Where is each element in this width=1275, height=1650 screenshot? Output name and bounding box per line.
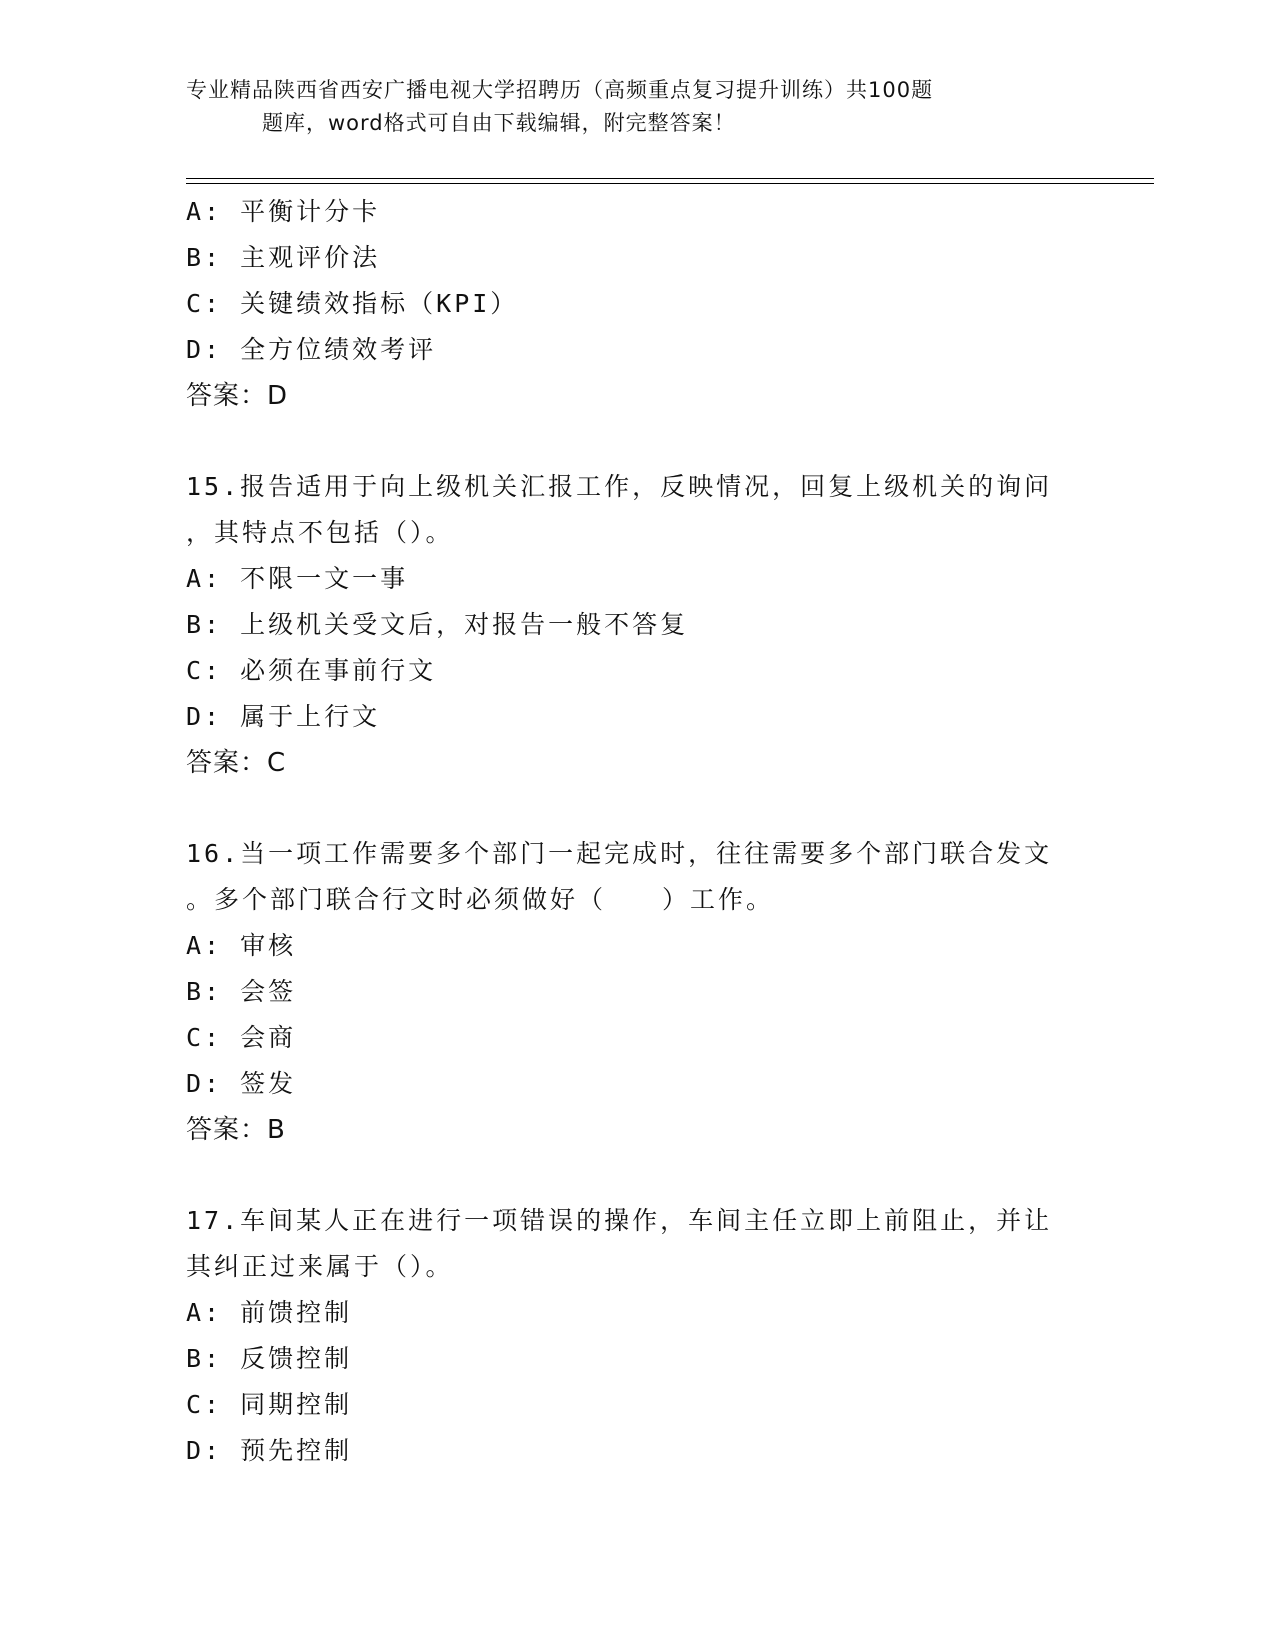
option-c: C: 关键绩效指标（KPI） (186, 289, 519, 318)
question-stem (186, 831, 1086, 923)
header-title-line1: 专业精品陕西省西安广播电视大学招聘历（高频重点复习提升训练）共100题 (186, 78, 934, 102)
header-title-line2: 题库，word格式可自由下载编辑，附完整答案！ (262, 111, 736, 135)
question-stem-line2: 其纠正过来属于（）。 (186, 1252, 454, 1281)
option-c: C: 必须在事前行文 (186, 656, 437, 685)
option-b: B: 反馈控制 (186, 1344, 353, 1373)
option-d: D: 全方位绩效考评 (186, 335, 437, 364)
question-stem-line1: 17.车间某人正在进行一项错误的操作，车间主任立即上前阻止，并让 (186, 1206, 1053, 1235)
answer-line: 答案：B (186, 1115, 286, 1145)
question-stem-line1: 15.报告适用于向上级机关汇报工作，反映情况，回复上级机关的询问 (186, 472, 1053, 501)
answer-line: 答案：D (186, 381, 289, 411)
question-16 (186, 831, 1146, 1153)
spacer (186, 1153, 1146, 1198)
option-a: A: 审核 (186, 931, 297, 960)
question-stem (186, 464, 1086, 556)
spacer (186, 419, 1146, 464)
answer-line: 答案：C (186, 748, 287, 778)
question-stem-line1: 16.当一项工作需要多个部门一起完成时，往往需要多个部门联合发文 (186, 839, 1053, 868)
question-list (186, 189, 1146, 1474)
option-a: A: 前馈控制 (186, 1298, 353, 1327)
question-17 (186, 1198, 1146, 1474)
option-a: A: 平衡计分卡 (186, 197, 381, 226)
question-14 (186, 189, 1146, 419)
option-d: D: 属于上行文 (186, 702, 381, 731)
option-b: B: 主观评价法 (186, 243, 381, 272)
header-divider-top (186, 178, 1154, 179)
option-c: C: 会商 (186, 1023, 297, 1052)
document-header (186, 74, 1086, 140)
question-stem (186, 1198, 1086, 1290)
question-stem-line2: ，其特点不包括（）。 (186, 518, 454, 547)
spacer (186, 786, 1146, 831)
option-b: B: 会签 (186, 977, 297, 1006)
option-d: D: 预先控制 (186, 1436, 353, 1465)
question-stem-line2: 。多个部门联合行文时必须做好（ ）工作。 (186, 885, 775, 914)
option-c: C: 同期控制 (186, 1390, 353, 1419)
question-15 (186, 464, 1146, 786)
option-a: A: 不限一文一事 (186, 564, 409, 593)
header-divider-bottom (186, 183, 1154, 184)
option-b: B: 上级机关受文后，对报告一般不答复 (186, 610, 689, 639)
option-d: D: 签发 (186, 1069, 297, 1098)
